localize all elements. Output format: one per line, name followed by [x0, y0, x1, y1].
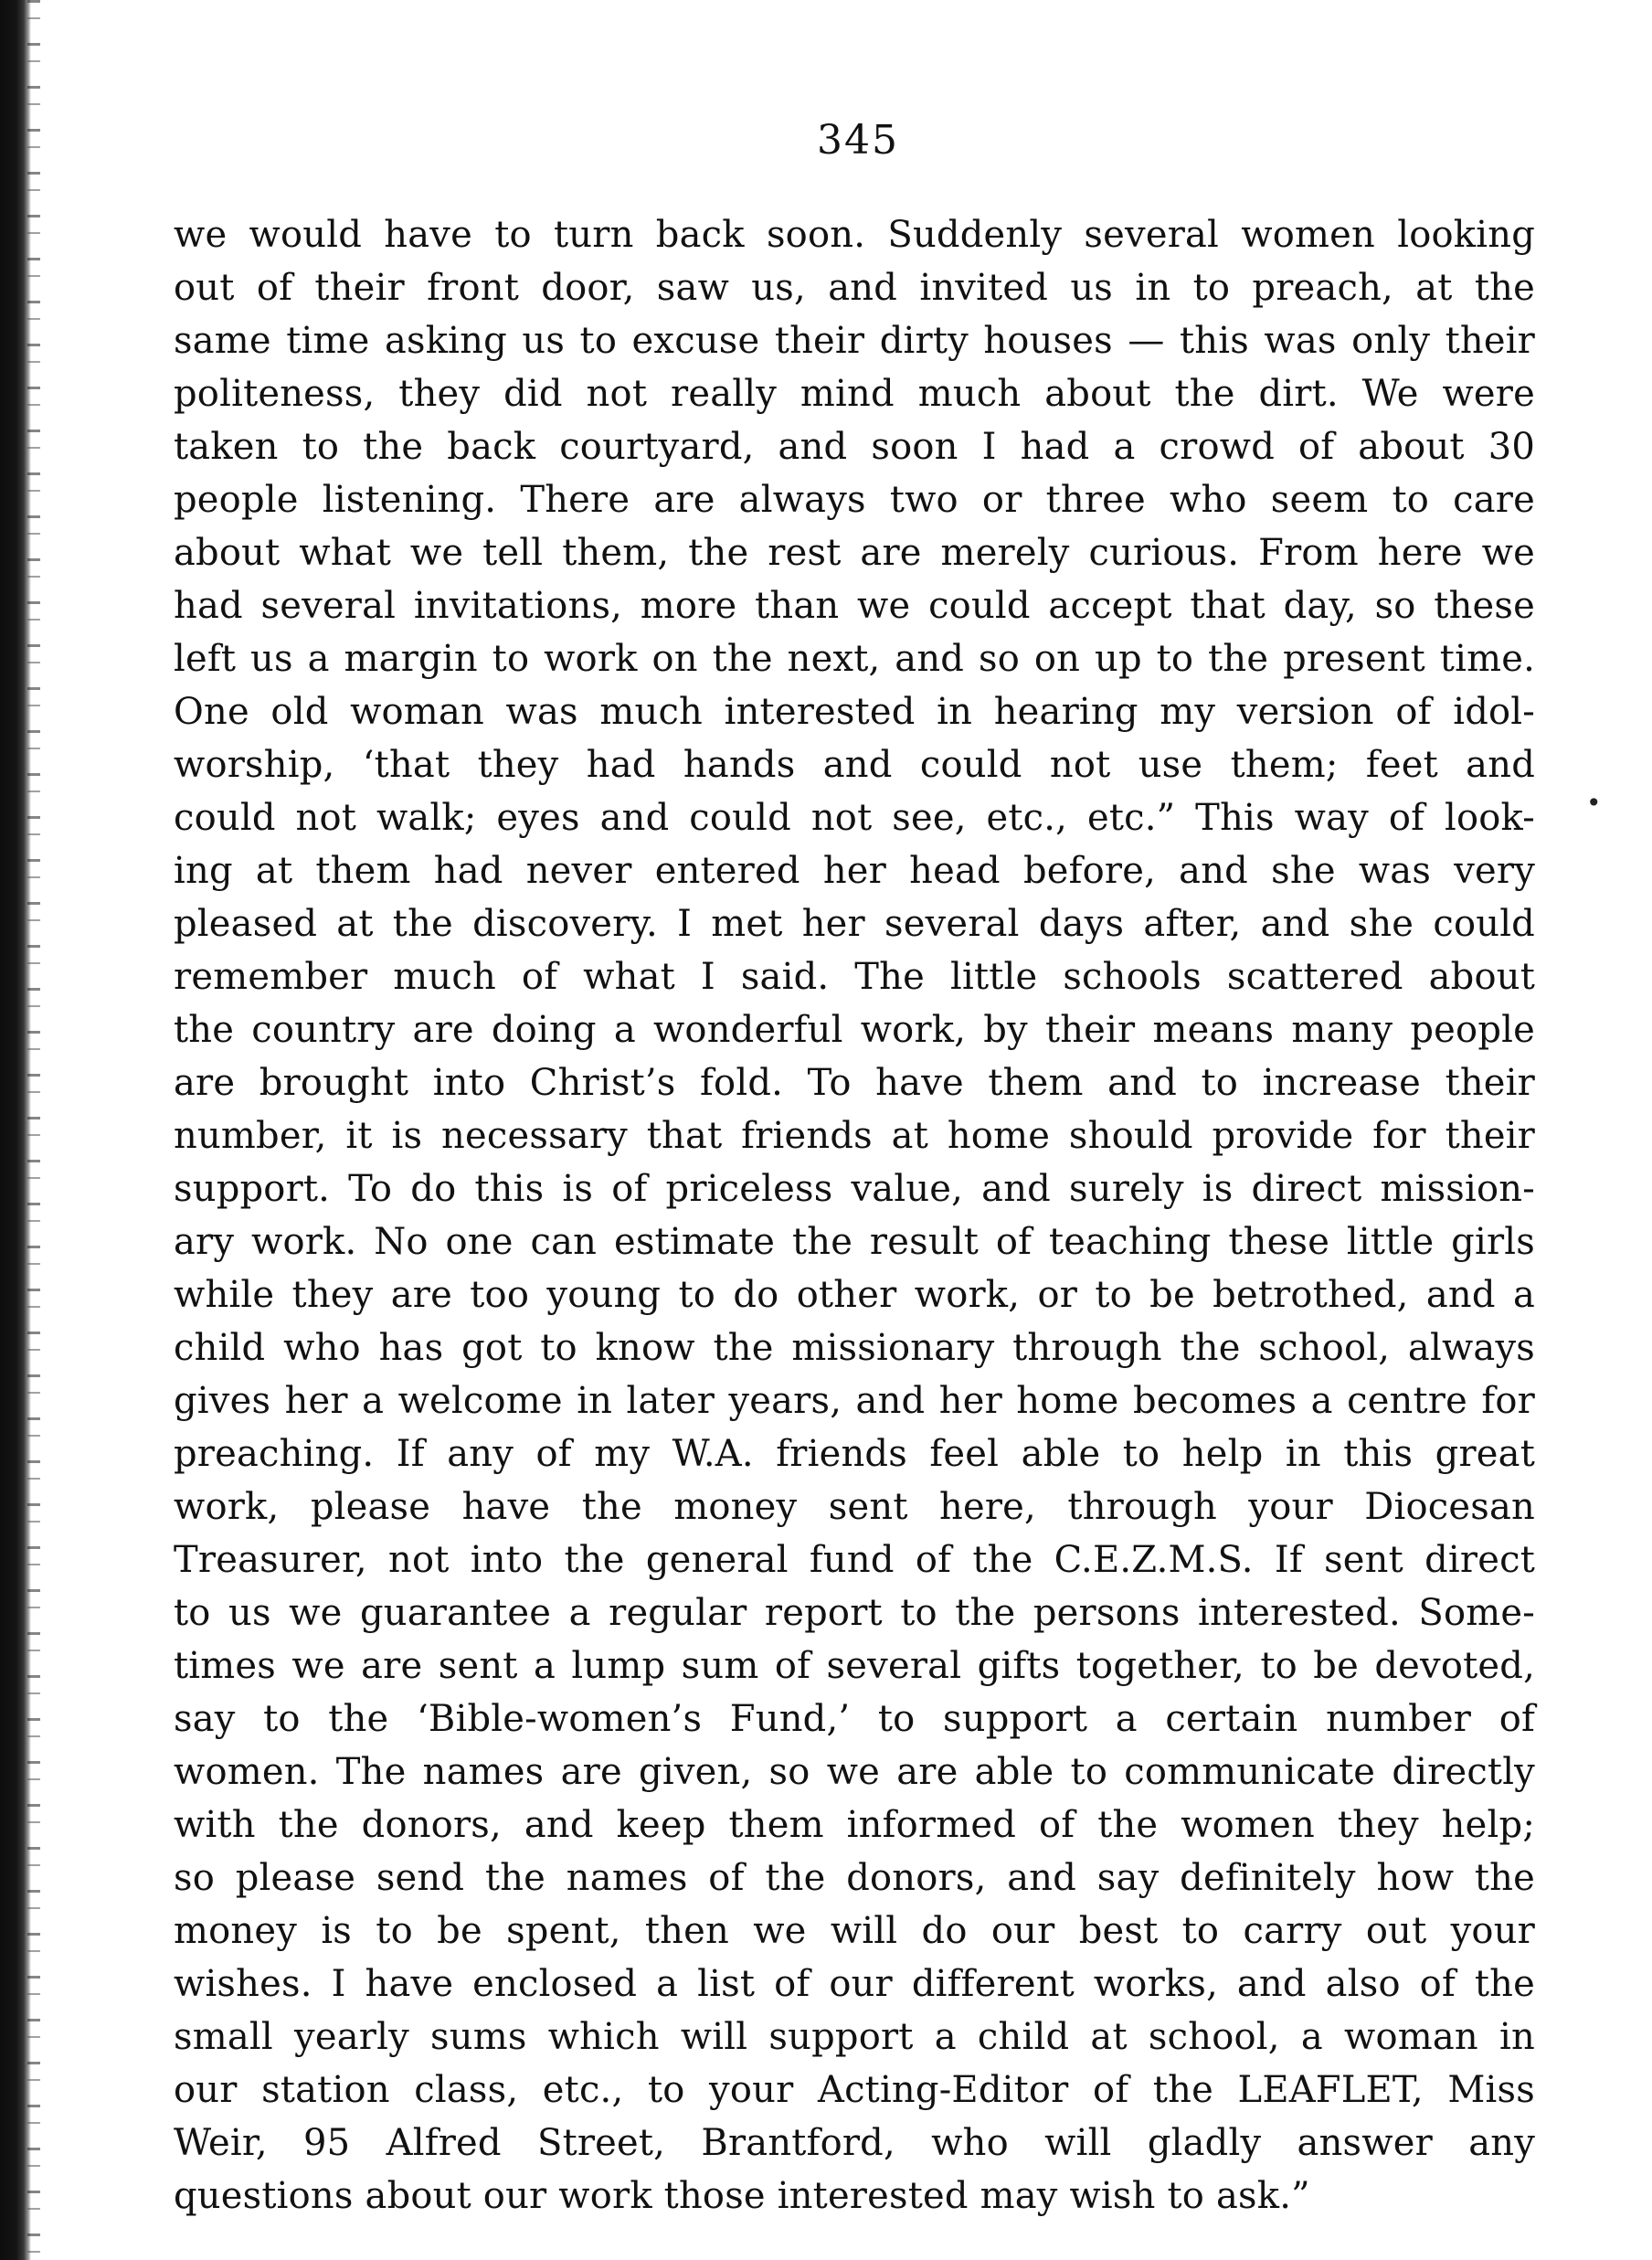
- text-line: ary work. No one can estimate the result of teaching these little girls: [174, 1221, 1535, 1263]
- body-text: [174, 208, 1535, 2223]
- text-line: work, please have the money sent here, through your Diocesan: [174, 1486, 1535, 1528]
- text-line: could not walk; eyes and could not see, etc., etc.” This way of look-: [174, 797, 1535, 839]
- text-line: same time asking us to excuse their dirty houses — this was only their: [174, 320, 1535, 362]
- text-line: child who has got to know the missionary through the school, always: [174, 1327, 1535, 1369]
- text-line: out of their front door, saw us, and invited us in to preach, at the: [174, 267, 1535, 309]
- text-line: to us we guarantee a regular report to the persons interested. Some-: [174, 1592, 1535, 1634]
- text-line: with the donors, and keep them informed of the women they help;: [174, 1804, 1535, 1846]
- margin-speck: •: [1586, 788, 1602, 818]
- text-line: wishes. I have enclosed a list of our different works, and also of the: [174, 1963, 1535, 2005]
- text-line: worship, ‘that they had hands and could not use them; feet and: [174, 744, 1535, 786]
- text-line: say to the ‘Bible-women’s Fund,’ to support a certain number of: [174, 1698, 1535, 1740]
- text-line: support. To do this is of priceless value, and surely is direct mission-: [174, 1168, 1535, 1210]
- text-line: remember much of what I said. The little schools scattered about: [174, 956, 1535, 998]
- page-number: 345: [817, 117, 899, 164]
- text-line: times we are sent a lump sum of several gifts together, to be devoted,: [174, 1645, 1535, 1687]
- text-line: had several invitations, more than we could accept that day, so these: [174, 585, 1535, 627]
- text-line: Weir, 95 Alfred Street, Brantford, who will gladly answer any: [174, 2122, 1535, 2164]
- text-line: people listening. There are always two or three who seem to care: [174, 479, 1535, 521]
- text-line: are brought into Christ’s fold. To have them and to increase their: [174, 1062, 1535, 1104]
- text-line: preaching. If any of my W.A. friends feel able to help in this great: [174, 1433, 1535, 1475]
- text-line: gives her a welcome in later years, and her home becomes a centre for: [174, 1380, 1535, 1422]
- text-line: pleased at the discovery. I met her several days after, and she could: [174, 903, 1535, 945]
- binding-shadow: [27, 0, 40, 2260]
- text-line: while they are too young to do other work, or to be betrothed, and a: [174, 1274, 1535, 1316]
- text-line: money is to be spent, then we will do our best to carry out your: [174, 1910, 1535, 1952]
- text-line: taken to the back courtyard, and soon I had a crowd of about 30: [174, 426, 1535, 468]
- text-line: ing at them had never entered her head before, and she was very: [174, 850, 1535, 892]
- text-line: so please send the names of the donors, and say definitely how the: [174, 1857, 1535, 1899]
- text-line: left us a margin to work on the next, and so on up to the present time.: [174, 638, 1535, 680]
- text-line: number, it is necessary that friends at home should provide for their: [174, 1115, 1535, 1157]
- text-line: about what we tell them, the rest are merely curious. From here we: [174, 532, 1535, 574]
- text-line: the country are doing a wonderful work, by their means many people: [174, 1009, 1535, 1051]
- text-line: our station class, etc., to your Acting-Editor of the LEAFLET, Miss: [174, 2069, 1535, 2111]
- text-line: small yearly sums which will support a child at school, a woman in: [174, 2016, 1535, 2058]
- text-line: questions about our work those interested may wish to ask.”: [174, 2175, 1310, 2217]
- book-binding-edge: [0, 0, 31, 2260]
- text-line: we would have to turn back soon. Suddenly several women looking: [174, 214, 1535, 256]
- text-line: politeness, they did not really mind much about the dirt. We were: [174, 373, 1535, 415]
- text-line: women. The names are given, so we are able to communicate directly: [174, 1751, 1535, 1793]
- text-line: Treasurer, not into the general fund of the C.E.Z.M.S. If sent direct: [174, 1539, 1535, 1581]
- text-line: One old woman was much interested in hearing my version of idol-: [174, 691, 1535, 733]
